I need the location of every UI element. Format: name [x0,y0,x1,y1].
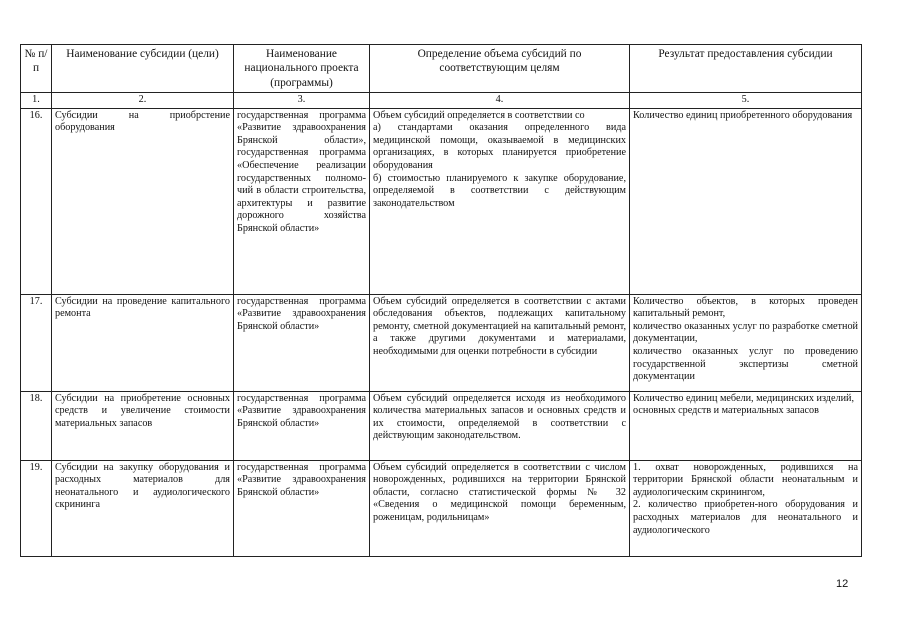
volume-definition [370,294,630,391]
header-number: № п/п [21,45,52,93]
result-cell [630,391,862,460]
result-paragraph: Количество объектов, в которых проведен капитальный ремонт, [633,295,858,320]
header-volume-definition: Определение объема субсидий по соответствующим целям [370,45,630,93]
table-row [21,294,862,391]
column-index-row [21,93,862,109]
volume-paragraph: а) стандартами оказания определенного вида медицинской помощи, оказываемой в медицинских организациях, в которых планируется приобретение оборудования [373,122,626,171]
volume-paragraph: Объем субсидий определяется в соответствии с числом новорожденных, родившихся на территории Брянской области, согласно статистической формы № 32 «Сведения о медицинской помощи беременным, роженицам, родильницам» [373,461,626,523]
result-paragraph: 1. охват новорожденных, родившихся на территории Брянской области неонатальным и аудиологическим скринингом, [633,461,858,498]
volume-paragraph: Объем субсидий определяется исходя из необходимого количества материальных запасов и основных средств и их стоимости, определяемой в соответствии с действующим законодательством. [373,392,626,442]
subsidy-name: Субсидии на закупку оборудования и расходных материалов для неонатального и аудиологического скрининга [52,460,234,556]
result-paragraph: основных средств и материальных запасов [633,405,819,417]
result-clip [633,462,858,552]
result-cell [630,294,862,391]
national-project: государственная программа «Развитие здравоохранения Брянской области» [234,460,370,556]
table-row [21,108,862,294]
header-subsidy-name: Наименование субсидии (цели) [52,45,234,93]
volume-paragraph: б) стоимостью планируемого к закупке оборудование, определяемой в соответствии с действующим законодательством [373,172,626,209]
header-row [21,45,862,93]
national-project: государственная программа «Развитие здравоохранения Брянской области» [234,294,370,391]
result-paragraph: Количество единиц приобретенного оборудования [633,109,853,121]
subsidy-name: Субсидии на приобретение основных средств и увеличение стоимости материальных запасов [52,391,234,460]
column-index: 1. [21,93,52,109]
volume-paragraph: Объем субсидий определяется в соответствии с актами обследования объектов, подлежащих капитальному ремонту, сметной документацией на капитальный ремонт, а также другими документами и материалами, необходимыми для оценки потребности в субсидии [373,295,626,357]
column-index: 2. [52,93,234,109]
column-index: 5. [630,93,862,109]
national-project: государственная программа «Развитие здравоохранения Брянской области», государственная программа «Обеспечение реализации государственных полномо-чий в области строительства, архитектуры и развитие дорожного хозяйства Брянской области» [234,108,370,294]
result-paragraph: количество оказанных услуг по проведению государственной экспертизы сметной документации [633,345,858,383]
result-cell [630,460,862,556]
subsidy-name: Субсидии на приобрстение оборудования [52,108,234,294]
result-paragraph: Количество единиц мебели, медицинских изделий, [633,392,855,404]
subsidy-name: Субсидии на проведение капитального ремонта [52,294,234,391]
row-number: 17. [21,294,52,391]
subsidy-table [20,44,862,557]
national-project: государственная программа «Развитие здравоохранения Брянской области» [234,391,370,460]
result-paragraph: количество оказанных услуг по разработке сметной документации, [633,320,858,345]
volume-definition [370,108,630,294]
row-number: 18. [21,391,52,460]
table-row [21,460,862,556]
row-number: 19. [21,460,52,556]
column-index: 3. [234,93,370,109]
result-cell [630,108,862,294]
volume-paragraph: Объем субсидий определяется в соответствии со [373,109,585,121]
volume-definition [370,460,630,556]
header-national-project: Наименование национального проекта (программы) [234,45,370,93]
table-row [21,391,862,460]
column-index: 4. [370,93,630,109]
page-number: 12 [836,578,849,590]
row-number: 16. [21,108,52,294]
header-result: Результат предоставления субсидии [630,45,862,93]
volume-definition [370,391,630,460]
result-paragraph: 2. количество приобретен-ного оборудования и расходных материалов для неонатального и аудиологического [633,499,858,536]
